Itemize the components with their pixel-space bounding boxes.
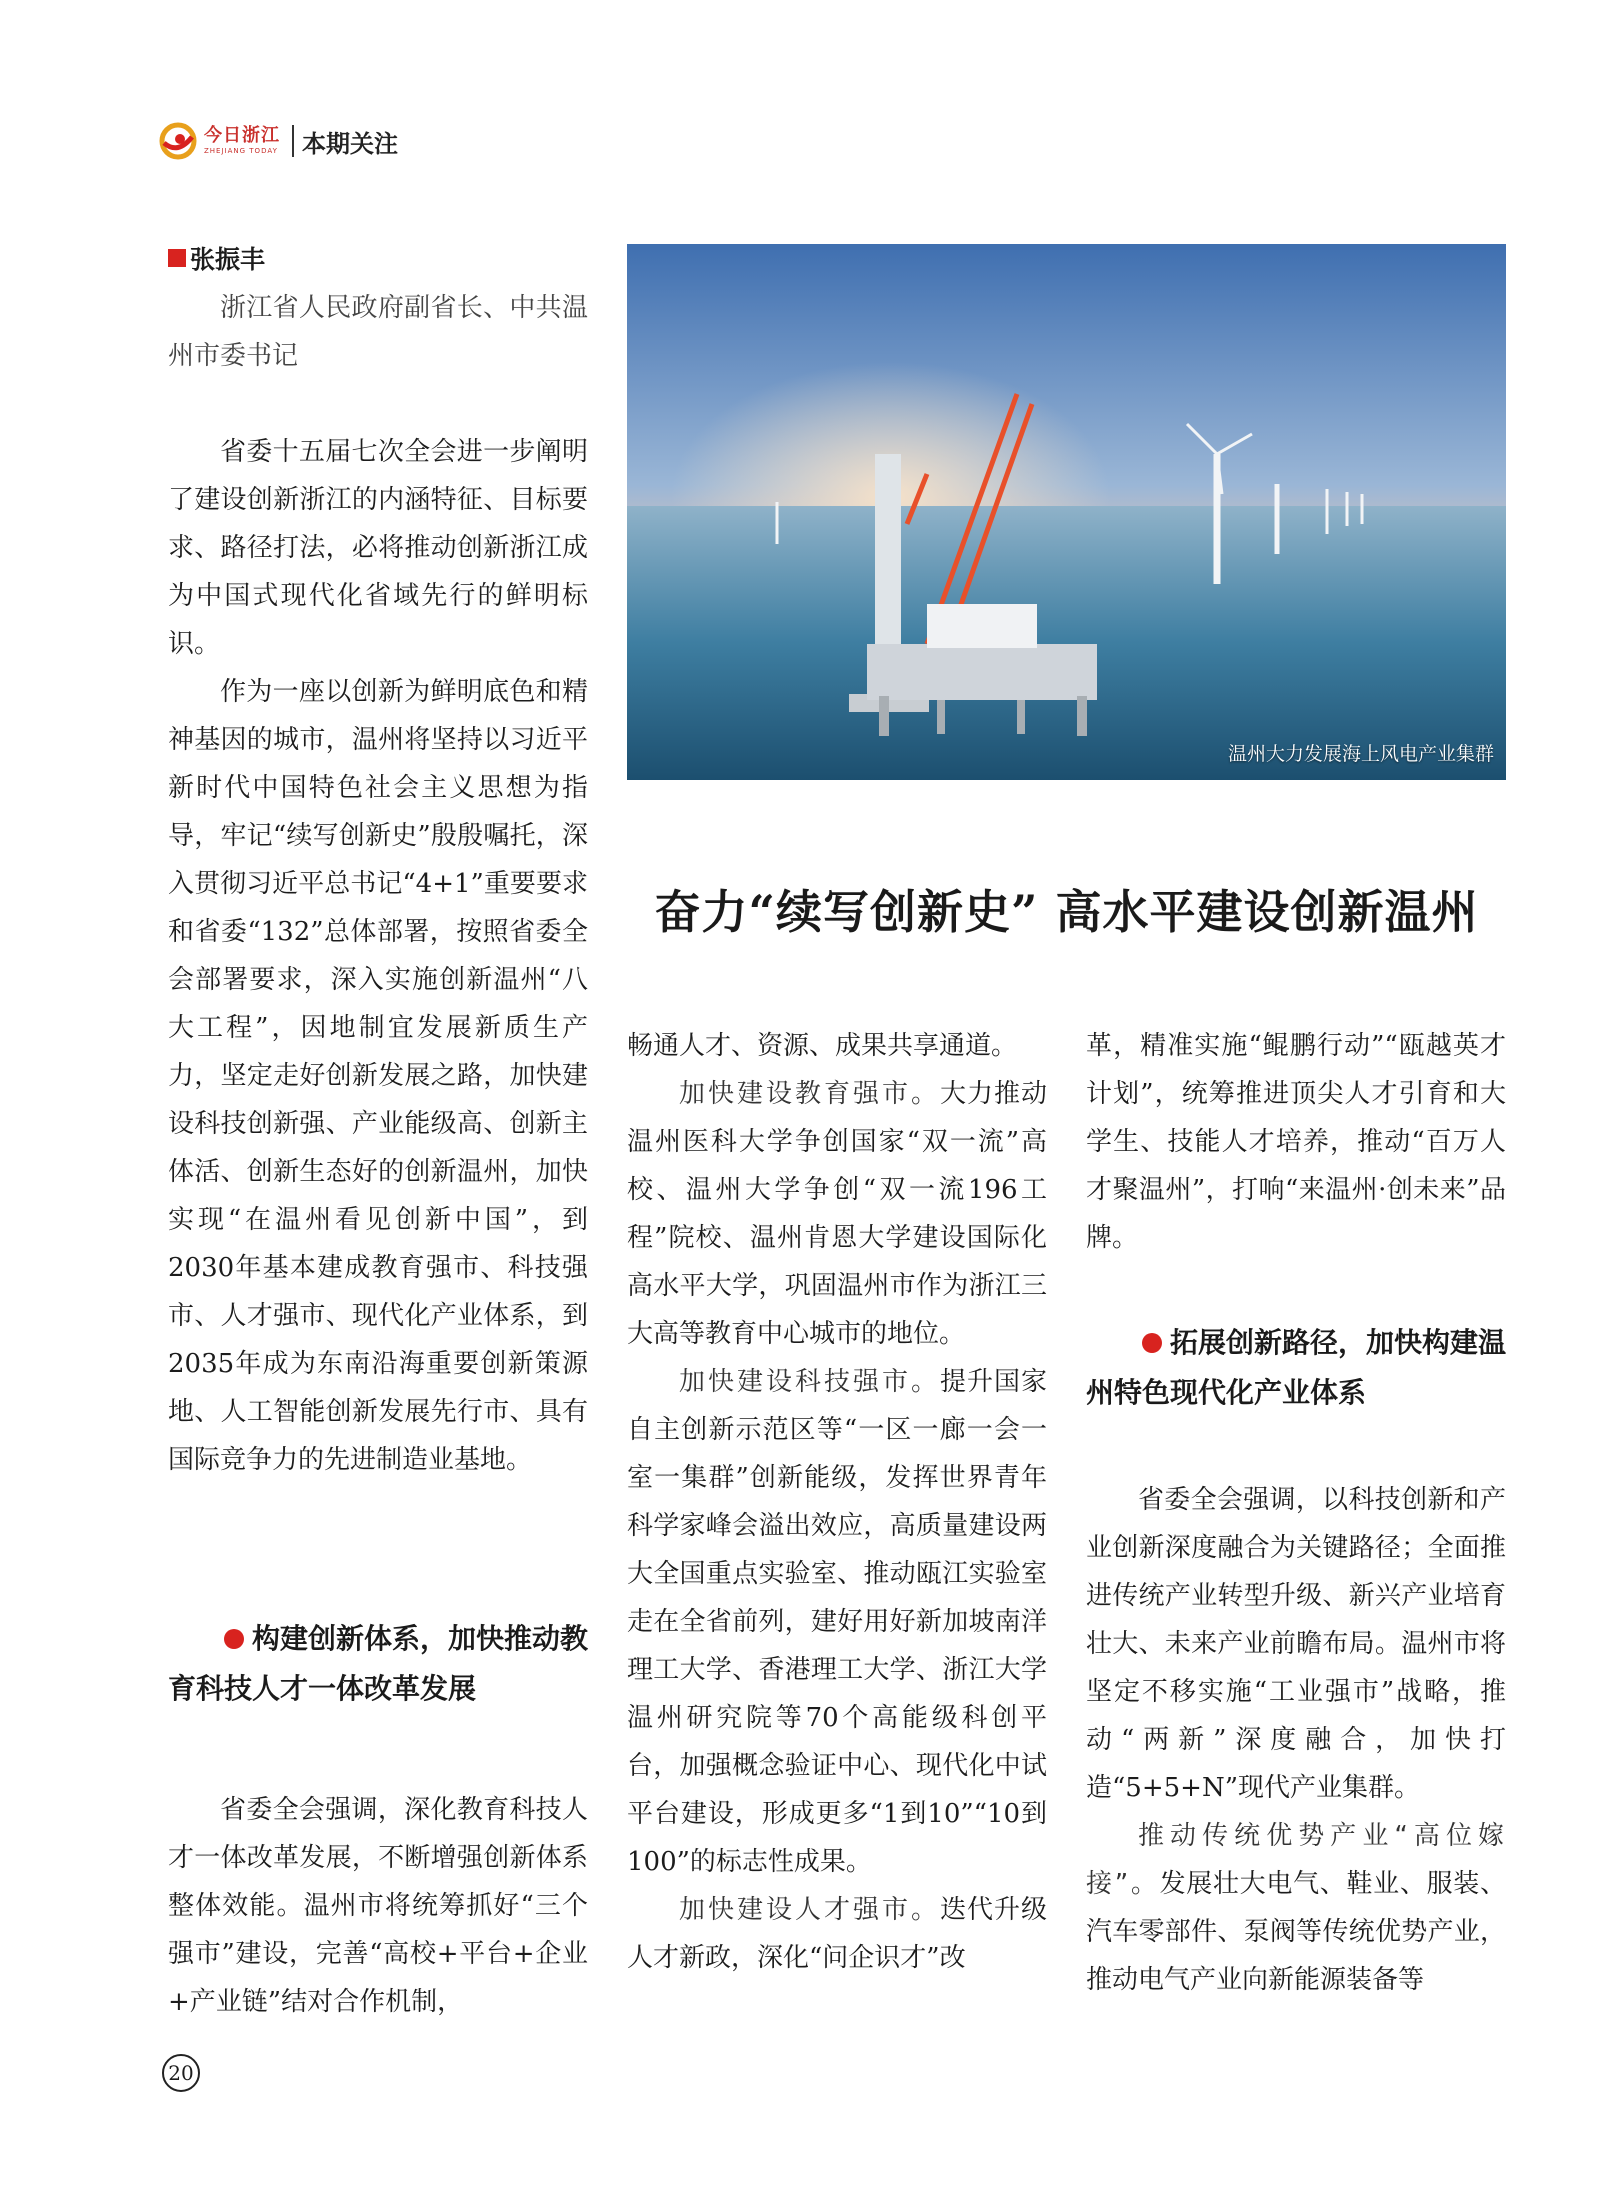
author-name	[168, 240, 265, 276]
photo-image	[627, 244, 1506, 780]
column-1-upper	[168, 428, 588, 1484]
column-3-upper	[1086, 1022, 1506, 1262]
paragraph-body: 提升国家自主创新示范区等“一区一廊一会一室一集群”创新能级，发挥世界青年科学家峰会溢出效应，高质量建设两大全国重点实验室、推动瓯江实验室走在全省前列，建好用好新加坡南洋理工大学、香港理工大学、浙江大学温州研究院等70个高能级科创平台，加强概念验证中心、现代化中试平台建设，形成更多“1到10”“10到100”的标志性成果。	[627, 1367, 1047, 1877]
logo-icon	[158, 121, 198, 161]
subhead-text: 拓展创新路径，加快构建温州特色现代化产业体系	[1086, 1326, 1507, 1409]
section-title: 本期关注	[302, 129, 398, 158]
logo-english: ZHEJIANG TODAY	[204, 147, 278, 155]
paragraph: 革，精准实施“鲲鹏行动”“瓯越英才计划”，统筹推进顶尖人才引育和大学生、技能人才培养，推动“百万人才聚温州”，打响“来温州·创未来”品牌。	[1086, 1031, 1506, 1253]
paragraph-body: 大力推动温州医科大学争创国家“双一流”高校、温州大学争创“双一流196工程”院校、温州肯恩大学建设国际化高水平大学，巩固温州市作为浙江三大高等教育中心城市的地位。	[627, 1079, 1047, 1349]
paragraph: 省委全会强调，深化教育科技人才一体改革发展，不断增强创新体系整体效能。温州市将统筹抓好“三个强市”建设，完善“高校+平台+企业+产业链”结对合作机制，	[168, 1795, 588, 2017]
paragraph-lead: 加快建设科技强市。	[679, 1367, 940, 1397]
section-subhead-2	[1086, 1318, 1506, 1418]
logo-text	[204, 126, 280, 156]
logo-chinese: 今日浙江	[204, 125, 280, 146]
paragraph	[1086, 1812, 1506, 2004]
red-square-icon	[168, 249, 186, 267]
article-headline: 奋力“续写创新史” 高水平建设创新温州	[654, 885, 1479, 939]
paragraph: 省委十五届七次全会进一步阐明了建设创新浙江的内涵特征、目标要求、路径打法，必将推动创新浙江成为中国式现代化省域先行的鲜明标识。	[168, 437, 588, 659]
paragraph	[627, 1070, 1047, 1358]
paragraph-body: 迭代升级人才新政，深化“问企识才”改	[627, 1895, 1047, 1973]
column-3-lower	[1086, 1476, 1506, 2004]
photo-caption: 温州大力发展海上风电产业集群	[1227, 743, 1494, 765]
wind-farm-photo	[627, 244, 1506, 780]
column-1-lower	[168, 1786, 588, 2026]
masthead-divider	[292, 125, 294, 157]
red-dot-icon	[1142, 1333, 1162, 1353]
paragraph: 省委全会强调，以科技创新和产业创新深度融合为关键路径；全面推进传统产业转型升级、新兴产业培育壮大、未来产业前瞻布局。温州市将坚定不移实施“工业强市”战略，推动“两新”深度融合，加快打造“5+5+N”现代产业集群。	[1086, 1485, 1506, 1803]
author-name-text: 张振丰	[190, 245, 266, 274]
paragraph: 作为一座以创新为鲜明底色和精神基因的城市，温州将坚持以习近平新时代中国特色社会主义思想为指导，牢记“续写创新史”殷殷嘱托，深入贯彻习近平总书记“4+1”重要要求和省委“132”总体部署，按照省委全会部署要求，深入实施创新温州“八大工程”，因地制宜发展新质生产力，坚定走好创新发展之路，加快建设科技创新强、产业能级高、创新主体活、创新生态好的创新温州，加快实现“在温州看见创新中国”，到2030年基本建成教育强市、科技强市、人才强市、现代化产业体系，到2035年成为东南沿海重要创新策源地、人工智能创新发展先行市、具有国际竞争力的先进制造业基地。	[168, 677, 588, 1475]
paragraph-lead: 加快建设人才强市。	[679, 1895, 940, 1925]
column-2	[627, 1022, 1047, 1982]
paragraph-body: 发展壮大电气、鞋业、服装、汽车零部件、泵阀等传统优势产业，推动电气产业向新能源装备等	[1086, 1869, 1506, 1995]
paragraph-lead: 推动传统优势产业“高位嫁接”。	[1086, 1821, 1506, 1899]
paragraph	[627, 1886, 1047, 1982]
paragraph: 畅通人才、资源、成果共享通道。	[627, 1031, 1018, 1061]
subhead-text: 构建创新体系，加快推动教育科技人才一体改革发展	[168, 1622, 589, 1705]
page-number: 20	[162, 2054, 200, 2092]
masthead	[158, 116, 398, 166]
section-subhead-1	[168, 1614, 588, 1714]
paragraph	[627, 1358, 1047, 1886]
paragraph-lead: 加快建设教育强市。	[679, 1079, 940, 1109]
red-dot-icon	[224, 1629, 244, 1649]
author-title: 浙江省人民政府副省长、中共温州市委书记	[168, 293, 588, 371]
